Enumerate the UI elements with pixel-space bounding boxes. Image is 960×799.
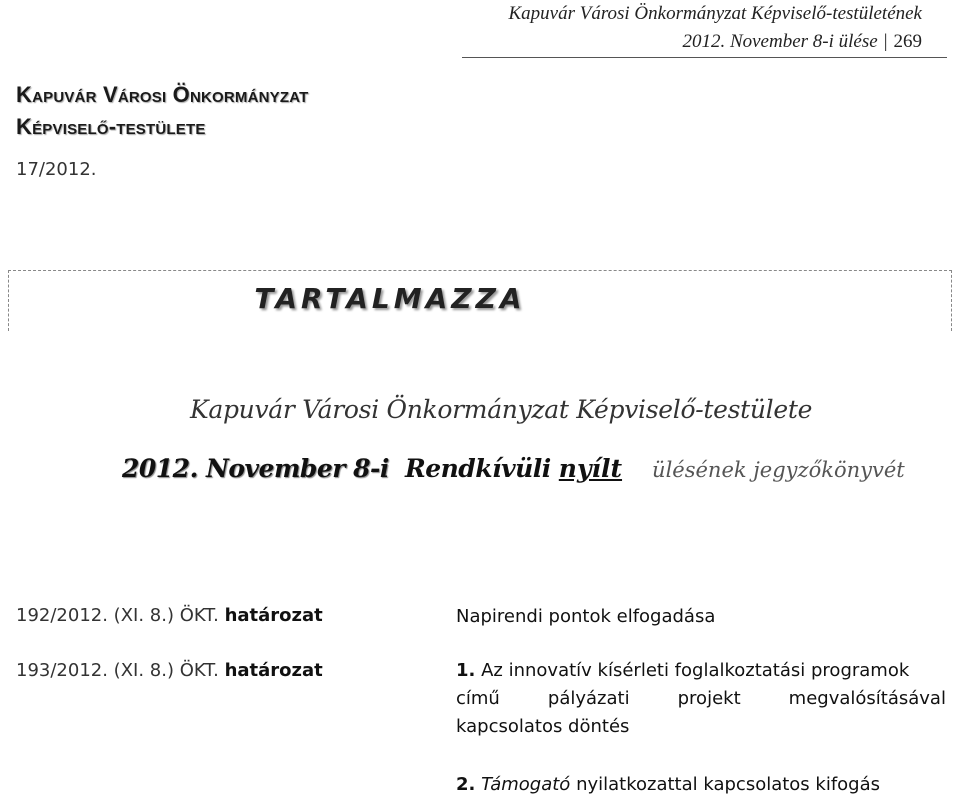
meeting-date: 2012. November 8-i [122,454,389,483]
header-rule [462,57,947,58]
meeting-rest: ülésének jegyzőkönyvét [652,458,905,482]
running-header-date [682,31,922,53]
resolution-id [16,660,323,681]
item-second-line [456,685,946,713]
item-text: Az innovatív kísérleti foglalkoztatási programok [481,660,910,681]
document-number: 17/2012. [16,159,97,180]
contents-subtitle: Kapuvár Városi Önkormányzat Képviselő-testülete [190,395,813,424]
item-word: pályázati [547,688,630,709]
meeting-open: nyílt [558,454,623,483]
running-header-meeting: 2012. November 8-i ülése [682,31,878,52]
item-number: 2. [456,774,476,795]
item-text-italic: Támogató [481,774,571,795]
resolution-id [16,605,323,626]
page-number: 269 [893,31,922,52]
item-word: című [456,688,500,709]
resolution-text: Napirendi pontok elfogadása [456,606,716,627]
resolution-number: 193/2012. (XI. 8.) ÖKT. [16,660,219,681]
contents-title-text: TARTALMAZZA [254,282,526,315]
item-word: megvalósításával [788,688,946,709]
resolution-kind: határozat [224,660,323,681]
contents-title [0,282,960,315]
header-separator: | [883,31,888,52]
item-text: nyilatkozattal kapcsolatos kifogás [576,774,881,795]
meeting-type: Rendkívüli [404,454,551,483]
resolution-item-2 [456,771,880,799]
running-header-title: Kapuvár Városi Önkormányzat Képviselő-testületének [508,3,922,24]
item-first-line [456,657,946,685]
meeting-description [122,454,905,483]
resolution-item-1 [456,657,946,741]
council-name-line2: Képviselő-testülete [16,114,206,139]
resolution-number: 192/2012. (XI. 8.) ÖKT. [16,605,219,626]
council-name-line1: Kapuvár Városi Önkormányzat [16,82,309,107]
item-word: projekt [677,688,741,709]
resolution-kind: határozat [224,605,323,626]
item-third-line: kapcsolatos döntés [456,716,630,737]
item-number: 1. [456,660,476,681]
